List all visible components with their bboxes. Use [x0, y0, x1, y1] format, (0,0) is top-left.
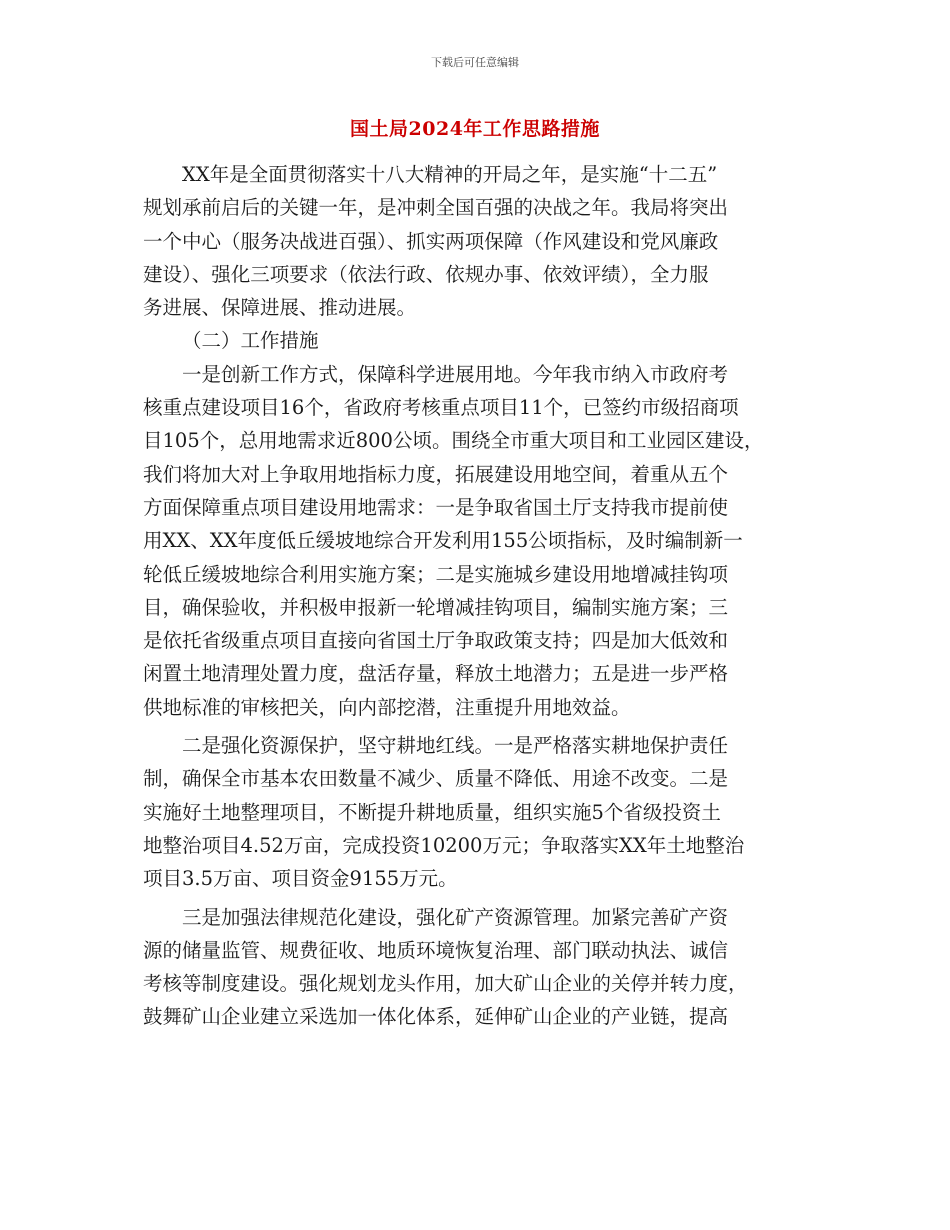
text-line: 规划承前启后的关键一年，是冲刺全国百强的决战之年。我局将突出	[143, 196, 729, 220]
text-line: 鼓舞矿山企业建立采选加一体化体系，延伸矿山企业的产业链，提高	[143, 1005, 729, 1029]
text-line: 一个中心（服务决战进百强）、抓实两项保障（作风建设和党风廉政	[143, 229, 719, 253]
text-line: 闲置土地清理处置力度，盘活存量，释放土地潜力；五是进一步严格	[143, 662, 729, 686]
paragraph-intro	[143, 158, 823, 324]
text-line: 建设）、强化三项要求（依法行政、依规办事、依效评绩），全力服	[143, 262, 709, 286]
text-line: 务进展、保障进展、推动进展。	[143, 296, 417, 320]
document-body	[143, 158, 823, 1034]
text-line: 一是创新工作方式，保障科学进展用地。今年我市纳入市政府考	[182, 362, 729, 386]
text-line: 项目3.5万亩、项目资金9155万元。	[143, 867, 458, 891]
text-line: 实施好土地整理项目，不断提升耕地质量，组织实施5个省级投资土	[143, 800, 721, 824]
text-line: 目105个，总用地需求近800公顷。围绕全市重大项目和工业园区建设，	[143, 429, 764, 453]
text-line: 二是强化资源保护，坚守耕地红线。一是严格落实耕地保护责任	[182, 734, 729, 758]
paragraph-measure-three	[143, 901, 823, 1034]
text-line: 供地标准的审核把关，向内部挖潜，注重提升用地效益。	[143, 695, 631, 719]
text-line: 是依托省级重点项目直接向省国土厅争取政策支持；四是加大低效和	[143, 629, 729, 653]
text-line: 方面保障重点项目建设用地需求：一是争取省国土厅支持我市提前使	[143, 495, 729, 519]
text-line: 考核等制度建设。强化规划龙头作用，加大矿山企业的关停并转力度，	[143, 972, 748, 996]
text-line: 三是加强法律规范化建设，强化矿产资源管理。加紧完善矿产资	[182, 905, 729, 929]
paragraph-measure-two	[143, 729, 823, 895]
text-line: 核重点建设项目16个，省政府考核重点项目11个，已签约市级招商项	[143, 396, 739, 420]
text-line: 用XX、XX年度低丘缓坡地综合开发利用155公顷指标，及时编制新一	[143, 529, 743, 553]
section-heading	[143, 324, 823, 357]
text-line: 制，确保全市基本农田数量不减少、质量不降低、用途不改变。二是	[143, 767, 729, 791]
header-note: 下载后可任意编辑	[431, 56, 519, 69]
text-line: XX年是全面贯彻落实十八大精神的开局之年，是实施“十二五”	[182, 163, 718, 186]
text-line: 源的储量监管、规费征收、地质环境恢复治理、部门联动执法、诚信	[143, 938, 729, 962]
text-line: 目，确保验收，并积极申报新一轮增减挂钩项目，编制实施方案；三	[143, 595, 729, 619]
text-line: 我们将加大对上争取用地指标力度，拓展建设用地空间，着重从五个	[143, 462, 729, 486]
text-line: 轮低丘缓坡地综合利用实施方案；二是实施城乡建设用地增减挂钩项	[143, 562, 729, 586]
paragraph-measure-one	[143, 358, 823, 724]
document-title: 国土局2024年工作思路措施	[350, 118, 600, 140]
text-line: （二）工作措施	[182, 329, 319, 353]
text-line: 地整治项目4.52万亩，完成投资10200万元；争取落实XX年土地整治	[143, 833, 745, 857]
